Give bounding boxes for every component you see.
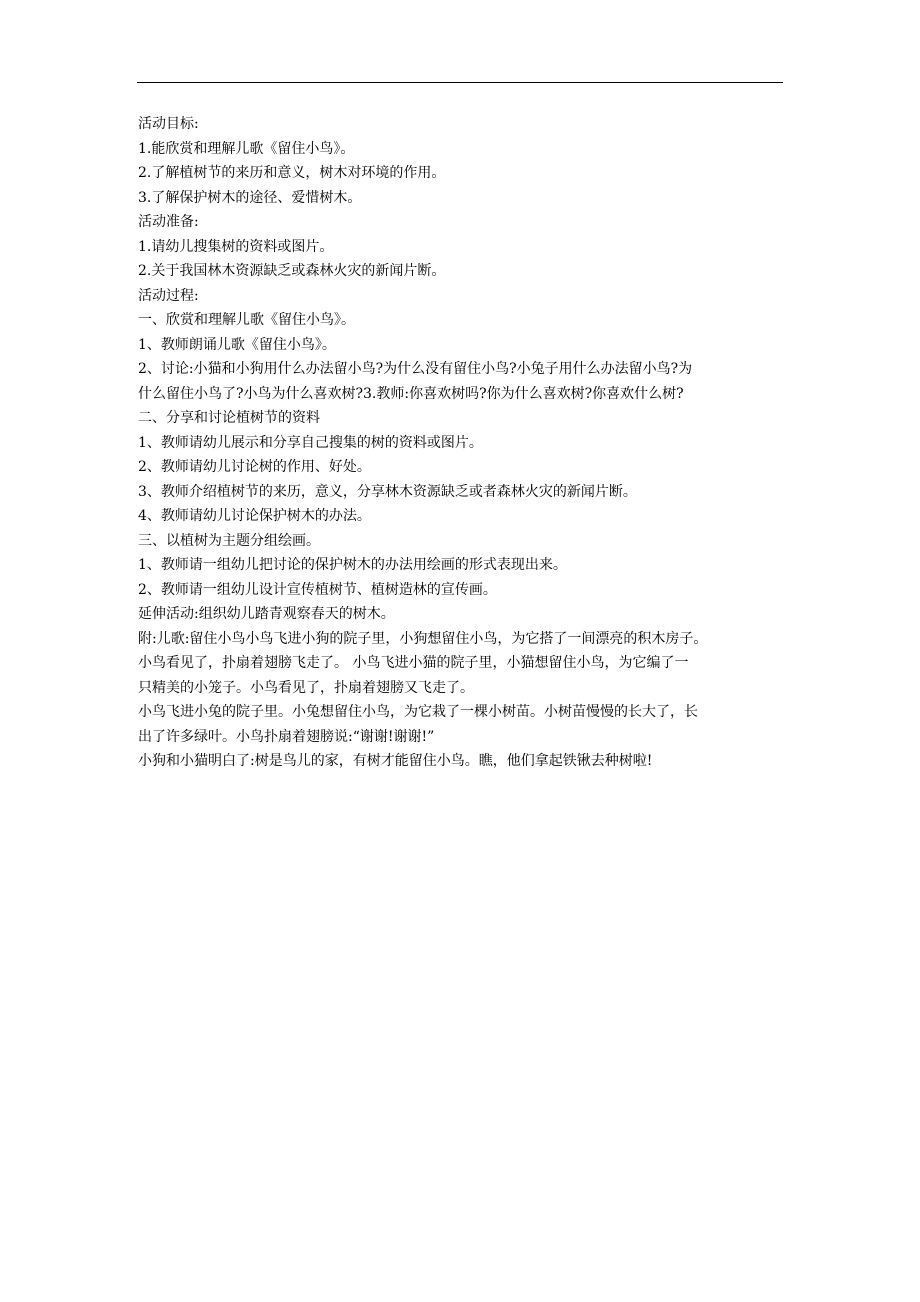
section-heading-process: 活动过程: (138, 287, 199, 304)
document-body (138, 112, 784, 774)
appendix-poem-line: 小狗和小猫明白了:树是鸟儿的家，有树才能留住小鸟。瞧，他们拿起铁锹去种树啦! (138, 753, 653, 769)
goal-item: 3.了解保护树木的途径、爱惜树木。 (138, 189, 362, 206)
process-item: 2、教师请幼儿讨论树的作用、好处。 (138, 459, 371, 475)
process-step-heading: 一、欣赏和理解儿歌《留住小鸟》。 (138, 312, 355, 328)
process-item-discussion: 什么留住小鸟了?小鸟为什么喜欢树?3.教师:你喜欢树吗?你为什么喜欢树?你喜欢什么树? (138, 385, 684, 402)
process-item: 2、教师请一组幼儿设计宣传植树节、植树造林的宣传画。 (138, 581, 497, 598)
appendix-poem-line: 小鸟看见了，扑扇着翅膀飞走了。 小鸟飞进小猫的院子里，小猫想留住小鸟，为它编了一 (138, 655, 689, 671)
section-heading-preparation: 活动准备: (138, 214, 199, 230)
appendix-poem-line: 出了许多绿叶。小鸟扑扇着翅膀说:“谢谢!谢谢!” (138, 728, 435, 745)
process-item: 4、教师请幼儿讨论保护树木的办法。 (138, 508, 371, 524)
header-rule (137, 82, 783, 83)
process-item: 1、教师请幼儿展示和分享自己搜集的树的资料或图片。 (138, 434, 483, 451)
section-heading-goals: 活动目标: (138, 116, 199, 132)
extension-activity: 延伸活动:组织幼儿踏青观察春天的树木。 (138, 606, 395, 622)
appendix-poem-line: 附:儿歌:留住小鸟小鸟飞进小狗的院子里，小狗想留住小鸟，为它搭了一间漂亮的积木房子。 (138, 630, 708, 647)
appendix-poem-line: 只精美的小笼子。小鸟看见了，扑扇着翅膀又飞走了。 (138, 679, 474, 696)
process-item: 1、教师朗诵儿歌《留住小鸟》。 (138, 336, 336, 353)
process-step-heading: 二、分享和讨论植树节的资料 (138, 410, 320, 426)
goal-item: 2.了解植树节的来历和意义，树木对环境的作用。 (138, 165, 446, 181)
process-item-discussion: 2、讨论:小猫和小狗用什么办法留小鸟?为什么没有留住小鸟?小兔子用什么办法留小鸟?为 (138, 361, 693, 377)
process-item: 3、教师介绍植树节的来历，意义，分享林木资源缺乏或者森林火灾的新闻片断。 (138, 483, 637, 500)
preparation-item: 2.关于我国林木资源缺乏或森林火灾的新闻片断。 (138, 263, 446, 279)
process-step-heading: 三、以植树为主题分组绘画。 (138, 532, 320, 549)
goal-item: 1.能欣赏和理解儿歌《留住小鸟》。 (138, 140, 355, 157)
appendix-poem-line: 小鸟飞进小兔的院子里。小兔想留住小鸟，为它栽了一棵小树苗。小树苗慢慢的长大了，长 (138, 704, 698, 720)
process-item: 1、教师请一组幼儿把讨论的保护树木的办法用绘画的形式表现出来。 (138, 557, 567, 573)
preparation-item: 1.请幼儿搜集树的资料或图片。 (138, 238, 334, 255)
